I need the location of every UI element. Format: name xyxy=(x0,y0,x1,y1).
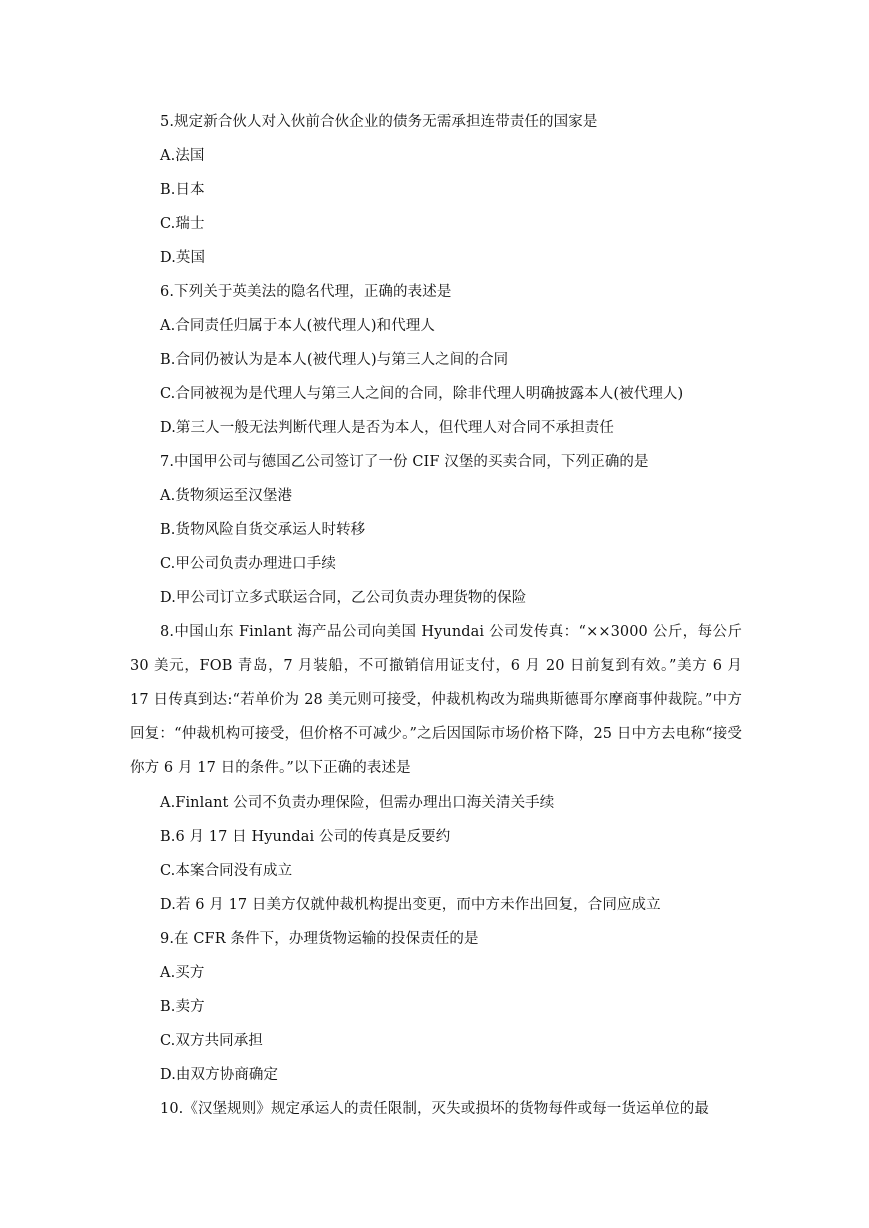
question-7-option-a: A.货物须运至汉堡港 xyxy=(160,488,293,504)
question-8-option-c: C.本案合同没有成立 xyxy=(160,863,293,879)
question-5-option-a: A.法国 xyxy=(160,148,205,164)
question-5-stem: 5.规定新合伙人对入伙前合伙企业的债务无需承担连带责任的国家是 xyxy=(160,114,598,130)
question-7-option-d: D.甲公司订立多式联运合同，乙公司负责办理货物的保险 xyxy=(160,590,527,606)
question-7-option-b: B.货物风险自货交承运人时转移 xyxy=(160,522,366,538)
question-8-option-d: D.若 6 月 17 日美方仅就仲裁机构提出变更，而中方未作出回复，合同应成立 xyxy=(160,897,661,913)
question-6-option-b: B.合同仍被认为是本人(被代理人)与第三人之间的合同 xyxy=(160,352,509,368)
question-6-option-d: D.第三人一般无法判断代理人是否为本人，但代理人对合同不承担责任 xyxy=(160,420,614,436)
question-8-option-b: B.6 月 17 日 Hyundai 公司的传真是反要约 xyxy=(160,829,451,845)
question-10-stem: 10.《汉堡规则》规定承运人的责任限制，灭失或损坏的货物每件或每一货运单位的最 xyxy=(160,1101,709,1117)
question-6-option-a: A.合同责任归属于本人(被代理人)和代理人 xyxy=(160,318,435,334)
question-6-stem: 6.下列关于英美法的隐名代理，正确的表述是 xyxy=(160,284,452,300)
question-8-stem: 8.中国山东 Finlant 海产品公司向美国 Hyundai 公司发传真：“××3000 公斤，每公斤 30 美元，FOB 青岛，7 月装船，不可撤销信用证支付，6 月 20 日前复到有效。”美方 6 月 17 日传真到达:“若单价为 28 美元则可接受，仲裁机构改为瑞典斯德哥尔摩商事仲裁院。”中方回复：“仲裁机构可接受，但价格不可减少。”之后因国际市场价格下降，25 日中方去电称“接受你方 6 月 17 日的条件。”以下正确的表述是 xyxy=(130,624,742,776)
question-9-option-b: B.卖方 xyxy=(160,999,205,1015)
question-8-option-a: A.Finlant 公司不负责办理保险，但需办理出口海关清关手续 xyxy=(160,795,555,811)
question-5-option-c: C.瑞士 xyxy=(160,216,205,232)
question-6-option-c: C.合同被视为是代理人与第三人之间的合同，除非代理人明确披露本人(被代理人) xyxy=(160,386,684,402)
question-9-option-a: A.买方 xyxy=(160,965,205,981)
question-7-option-c: C.甲公司负责办理进口手续 xyxy=(160,556,336,572)
question-9-option-c: C.双方共同承担 xyxy=(160,1033,263,1049)
question-5-option-b: B.日本 xyxy=(160,182,205,198)
question-9-option-d: D.由双方协商确定 xyxy=(160,1067,279,1083)
question-9-stem: 9.在 CFR 条件下，办理货物运输的投保责任的是 xyxy=(160,931,479,947)
question-7-stem: 7.中国甲公司与德国乙公司签订了一份 CIF 汉堡的买卖合同，下列正确的是 xyxy=(160,454,649,470)
question-5-option-d: D.英国 xyxy=(160,250,206,266)
